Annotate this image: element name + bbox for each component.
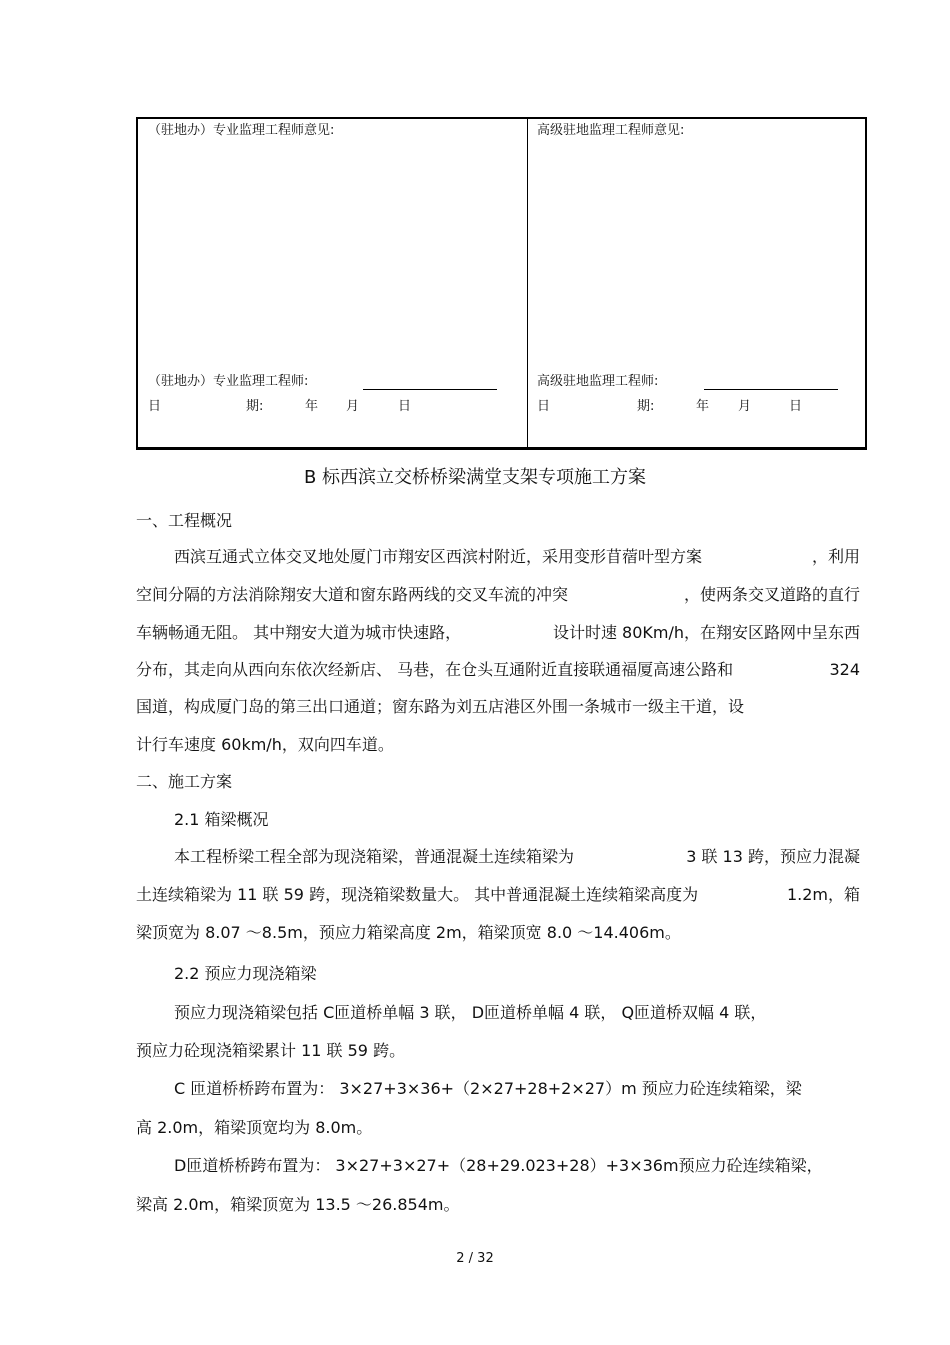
page-number: 2 / 32 bbox=[456, 1251, 494, 1266]
text-run: 预应力现浇箱梁包括 C匝道桥单幅 3 联， D匝道桥单幅 4 联， Q匝道桥双幅 4 联， bbox=[174, 1003, 767, 1022]
text-run: 设计时速 80Km/h，在翔安区路网中呈东西 bbox=[552, 623, 860, 642]
date-label-qi: 期: bbox=[637, 399, 655, 414]
paragraph-line bbox=[136, 1117, 372, 1139]
text-run: D匝道桥桥跨布置为： 3×27+3×27+（28+29.023+28）+3×36m预应力砼连续箱梁， bbox=[174, 1156, 823, 1175]
text-run: 1.2m，箱 bbox=[786, 885, 860, 904]
paragraph-line bbox=[174, 1078, 802, 1100]
date-label-qi: 期: bbox=[246, 399, 264, 414]
paragraph-line bbox=[136, 922, 681, 944]
supervisor-opinion-label: （驻地办）专业监理工程师意见: bbox=[148, 123, 335, 138]
text-run: 预应力砼现浇箱梁累计 11 联 59 跨。 bbox=[136, 1041, 406, 1060]
text-run: 西滨互通式立体交叉地处厦门市翔安区西滨村附近，采用变形苜蓿叶型方案 bbox=[174, 547, 703, 566]
text-run: 梁高 2.0m，箱梁顶宽为 13.5 ～26.854m。 bbox=[136, 1195, 460, 1214]
subsection-heading: 2.2 预应力现浇箱梁 bbox=[174, 964, 317, 983]
text-run: 土连续箱梁为 11 联 59 跨，现浇箱梁数量大。 其中普通混凝土连续箱梁高度为 bbox=[136, 885, 699, 904]
text-run: C 匝道桥桥跨布置为： 3×27+3×36+（2×27+28+2×27）m 预应力砼连续箱梁，梁 bbox=[174, 1079, 802, 1098]
section-heading: 一、工程概况 bbox=[136, 511, 233, 530]
supervisor-signature-line bbox=[363, 389, 497, 390]
document-title: B 标西滨立交桥桥梁满堂支架专项施工方案 bbox=[303, 467, 647, 488]
paragraph-line bbox=[136, 659, 860, 681]
text-run: 高 2.0m，箱梁顶宽均为 8.0m。 bbox=[136, 1118, 373, 1137]
text-run: 本工程桥梁工程全部为现浇箱梁，普通混凝土连续箱梁为 bbox=[174, 847, 575, 866]
paragraph-line bbox=[136, 884, 860, 906]
date-month-label: 月 bbox=[738, 399, 752, 414]
text-run: 车辆畅通无阻。 其中翔安大道为城市快速路， bbox=[136, 623, 462, 642]
paragraph-line bbox=[174, 846, 860, 868]
date-day-label: 日 bbox=[398, 399, 412, 414]
text-run: 3 联 13 跨，预应力混凝 bbox=[686, 847, 860, 866]
paragraph-line bbox=[174, 1155, 823, 1177]
paragraph-line bbox=[136, 734, 394, 756]
paragraph-line bbox=[174, 1002, 766, 1024]
senior-signature-label: 高级驻地监理工程师: bbox=[537, 374, 659, 389]
text-run: 324 bbox=[829, 660, 860, 679]
paragraph-line bbox=[136, 622, 860, 644]
text-run: 分布，其走向从西向东依次经新店、 马巷，在仓头互通附近直接联通福厦高速公路和 bbox=[136, 660, 734, 679]
paragraph-line bbox=[174, 546, 860, 568]
date-day-label: 日 bbox=[789, 399, 803, 414]
approval-table bbox=[136, 117, 867, 450]
date-label-ri: 日 bbox=[537, 399, 551, 414]
paragraph-line bbox=[136, 1040, 405, 1062]
senior-supervisor-opinion-cell bbox=[528, 119, 865, 447]
date-year-label: 年 bbox=[305, 399, 319, 414]
supervisor-opinion-cell bbox=[138, 119, 528, 447]
paragraph-line bbox=[136, 696, 744, 718]
senior-signature-line bbox=[704, 389, 838, 390]
date-year-label: 年 bbox=[696, 399, 710, 414]
senior-opinion-label: 高级驻地监理工程师意见: bbox=[537, 123, 685, 138]
text-run: 空间分隔的方法消除翔安大道和窗东路两线的交叉车流的冲突 bbox=[136, 585, 569, 604]
text-run: 计行车速度 60km/h，双向四车道。 bbox=[136, 735, 394, 754]
subsection-heading: 2.1 箱梁概况 bbox=[174, 810, 269, 829]
paragraph-line bbox=[136, 1194, 460, 1216]
text-run: ，使两条交叉道路的直行 bbox=[683, 585, 860, 604]
paragraph-line bbox=[136, 584, 860, 606]
date-label-ri: 日 bbox=[148, 399, 162, 414]
section-heading: 二、施工方案 bbox=[136, 772, 233, 791]
text-run: 国道，构成厦门岛的第三出口通道；窗东路为刘五店港区外围一条城市一级主干道，设 bbox=[136, 697, 745, 716]
text-run: 梁顶宽为 8.07 ～8.5m，预应力箱梁高度 2m，箱梁顶宽 8.0 ～14.406m。 bbox=[136, 923, 681, 942]
supervisor-signature-label: （驻地办）专业监理工程师: bbox=[148, 374, 309, 389]
text-run: ，利用 bbox=[811, 547, 860, 566]
date-month-label: 月 bbox=[346, 399, 360, 414]
